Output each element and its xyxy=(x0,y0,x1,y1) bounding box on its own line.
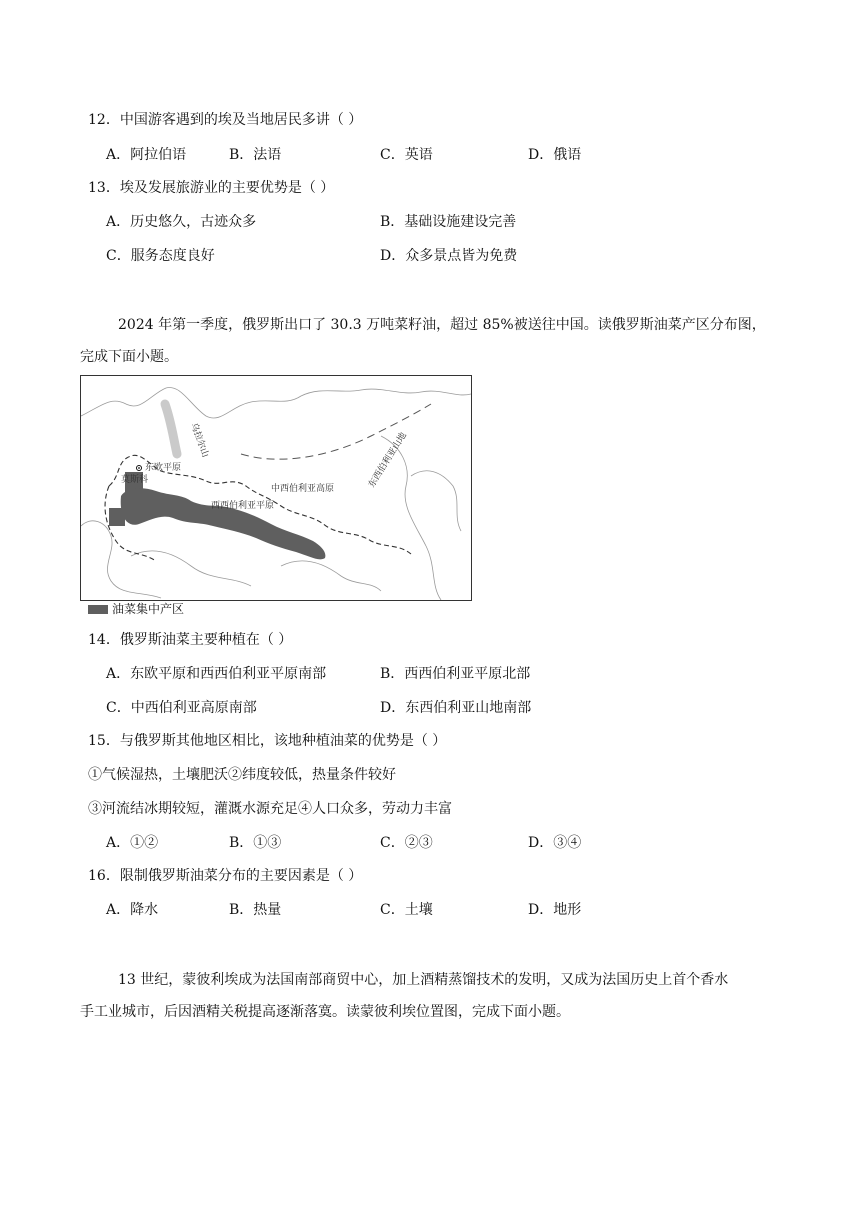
question-16-stem: 16．限制俄罗斯油菜分布的主要因素是（ ） xyxy=(88,868,363,884)
q12-option-c: C．英语 xyxy=(380,147,433,163)
q16-option-b: B．热量 xyxy=(229,902,282,918)
q13-option-c: C．服务态度良好 xyxy=(106,248,215,264)
q15-option-c: C．②③ xyxy=(380,835,433,851)
q16-option-c: C．土壤 xyxy=(380,902,433,918)
q14-option-b: B．西西伯利亚平原北部 xyxy=(380,666,531,682)
map-legend xyxy=(88,600,184,618)
label-west-siberia: 西西伯利亚平原 xyxy=(211,501,275,511)
q16-option-a: A．降水 xyxy=(106,902,159,918)
q14-option-d: D．东西伯利亚山地南部 xyxy=(380,700,532,716)
q12-option-a: A．阿拉伯语 xyxy=(106,147,187,163)
q14-option-c: C．中西伯利亚高原南部 xyxy=(106,700,257,716)
label-east-europe: 东欧平原 xyxy=(145,463,182,473)
passage-1-line-2: 完成下面小题。 xyxy=(80,349,178,365)
label-moscow: 莫斯科 xyxy=(121,475,149,485)
question-12-stem: 12．中国游客遇到的埃及当地居民多讲（ ） xyxy=(88,112,363,128)
legend-swatch xyxy=(88,605,108,614)
q14-option-a: A．东欧平原和西西伯利亚平原南部 xyxy=(106,666,327,682)
q12-option-b: B．法语 xyxy=(229,147,282,163)
q13-option-d: D．众多景点皆为免费 xyxy=(380,248,518,264)
legend-label: 油菜集中产区 xyxy=(112,602,185,616)
q15-option-b: B．①③ xyxy=(229,835,282,851)
label-central-siberia: 中西伯利亚高原 xyxy=(271,484,335,494)
q13-option-a: A．历史悠久，古迹众多 xyxy=(106,214,257,230)
passage-1-line-1: 2024 年第一季度，俄罗斯出口了 30.3 万吨菜籽油，超过 85%被送往中国。读俄罗斯油菜产区分布图， xyxy=(118,317,766,333)
q15-option-d: D．③④ xyxy=(528,835,582,851)
question-13-stem: 13．埃及发展旅游业的主要优势是（ ） xyxy=(88,180,335,196)
q15-statements-1: ①气候湿热，土壤肥沃②纬度较低，热量条件较好 xyxy=(88,767,396,783)
q12-option-d: D．俄语 xyxy=(528,147,582,163)
question-15-stem: 15．与俄罗斯其他地区相比，该地种植油菜的优势是（ ） xyxy=(88,733,447,749)
map-drawing xyxy=(81,376,471,600)
q13-option-b: B．基础设施建设完善 xyxy=(380,214,517,230)
label-east-siberia: 东西伯利亚山地 xyxy=(367,430,409,490)
q15-option-a: A．①② xyxy=(106,835,159,851)
q16-option-d: D．地形 xyxy=(528,902,582,918)
passage-2-line-2: 手工业城市，后因酒精关税提高逐渐落寞。读蒙彼利埃位置图，完成下面小题。 xyxy=(80,1004,570,1020)
russia-rapeseed-map xyxy=(80,375,472,601)
passage-2-line-1: 13 世纪，蒙彼利埃成为法国南部商贸中心，加上酒精蒸馏技术的发明，又成为法国历史上首个香水 xyxy=(118,972,729,988)
question-14-stem: 14．俄罗斯油菜主要种植在（ ） xyxy=(88,632,293,648)
label-ural: 乌拉尔山 xyxy=(188,421,210,459)
q15-statements-2: ③河流结冰期较短，灌溉水源充足④人口众多，劳动力丰富 xyxy=(88,801,452,817)
